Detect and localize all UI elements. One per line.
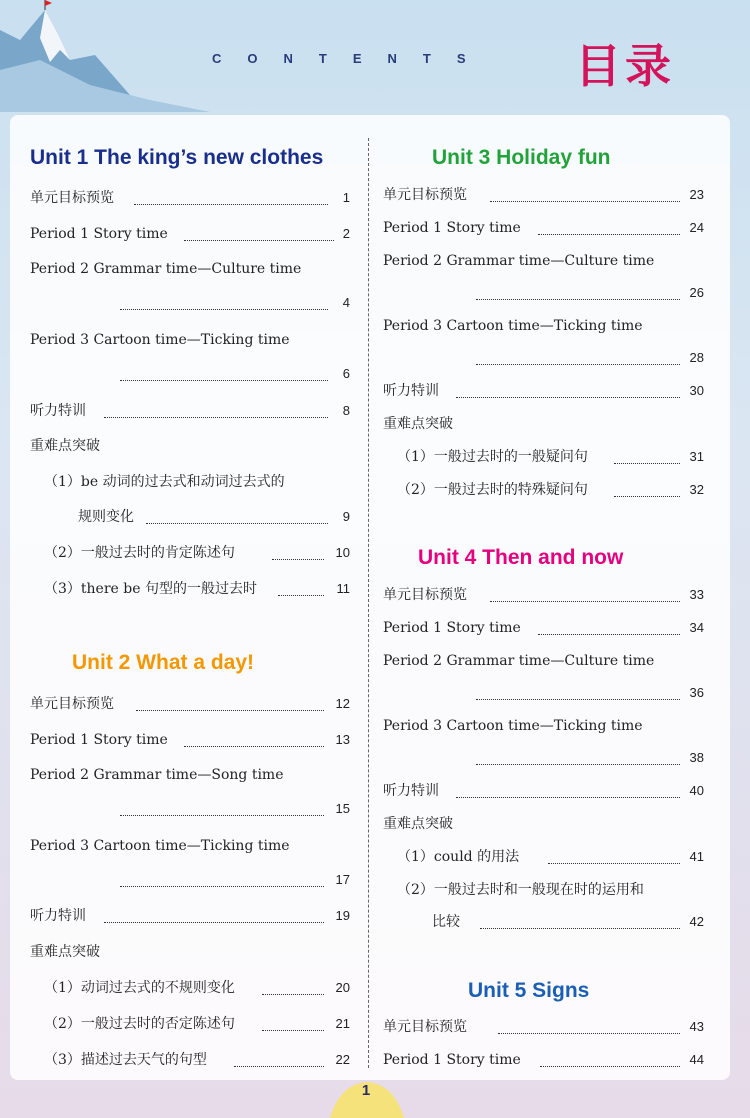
unit-1-title: Unit 1 The king’s new clothes	[30, 146, 324, 169]
dot-leader	[476, 699, 680, 700]
toc-page-number: 13	[335, 732, 350, 747]
toc-entry-label: Period 2 Grammar time—Culture time	[383, 653, 655, 669]
toc-entry-label: Period 3 Cartoon time—Ticking time	[383, 318, 643, 334]
toc-page-number: 21	[335, 1016, 350, 1031]
dot-leader	[538, 634, 680, 635]
toc-entry-label: Period 1 Story time	[30, 732, 168, 748]
toc-entry-label: Period 3 Cartoon time—Ticking time	[383, 718, 643, 734]
toc-page-number: 2	[342, 226, 350, 241]
dot-leader	[480, 928, 680, 929]
dot-leader	[146, 523, 328, 524]
dot-leader	[184, 240, 334, 241]
dot-leader	[538, 234, 680, 235]
toc-entry-label: Period 3 Cartoon time—Ticking time	[30, 332, 290, 348]
dot-leader	[490, 601, 680, 602]
toc-page-number: 41	[689, 849, 704, 864]
dot-leader	[614, 496, 680, 497]
toc-page-number: 36	[689, 685, 704, 700]
toc-page-number: 12	[335, 696, 350, 711]
toc-page-number: 1	[342, 190, 350, 205]
toc-entry-label: 单元目标预览	[30, 190, 114, 206]
toc-entry-label: Period 1 Story time	[383, 620, 521, 636]
toc-page-number: 28	[689, 350, 704, 365]
toc-entry-label-continued: 比较	[432, 914, 460, 930]
dot-leader	[456, 797, 680, 798]
toc-entry-label: （2）一般过去时的特殊疑问句	[397, 482, 588, 498]
toc-entry-label: 单元目标预览	[383, 1019, 467, 1035]
toc-page-number: 8	[342, 403, 350, 418]
toc-entry-label: Period 2 Grammar time—Song time	[30, 767, 284, 783]
toc-entry-label: 听力特训	[30, 908, 86, 924]
dot-leader	[548, 863, 680, 864]
toc-page-number: 17	[335, 872, 350, 887]
dot-leader	[262, 1030, 324, 1031]
toc-entry-label: （2）一般过去时的否定陈述句	[44, 1016, 235, 1032]
toc-page-number: 33	[689, 587, 704, 602]
toc-page-number: 19	[335, 908, 350, 923]
dot-leader	[234, 1066, 324, 1067]
toc-section-label: 重难点突破	[30, 944, 100, 960]
toc-page-number: 15	[335, 801, 350, 816]
dot-leader	[262, 994, 324, 995]
toc-entry-label: 听力特训	[383, 783, 439, 799]
toc-entry-label: （1）一般过去时的一般疑问句	[397, 449, 588, 465]
dot-leader	[614, 463, 680, 464]
unit-4-title: Unit 4 Then and now	[418, 546, 624, 569]
unit-3-title: Unit 3 Holiday fun	[432, 146, 611, 169]
toc-page-number: 10	[335, 545, 350, 560]
toc-page-number: 6	[342, 366, 350, 381]
toc-page-number: 31	[689, 449, 704, 464]
dot-leader	[120, 886, 324, 887]
toc-page-number: 9	[342, 509, 350, 524]
toc-page-number: 23	[689, 187, 704, 202]
toc-entry-label: （1）could 的用法	[397, 849, 520, 865]
column-divider	[368, 138, 369, 1068]
toc-page-number: 32	[689, 482, 704, 497]
toc-entry-label: 单元目标预览	[30, 696, 114, 712]
toc-page-number: 42	[689, 914, 704, 929]
dot-leader	[476, 299, 680, 300]
toc-page-number: 20	[335, 980, 350, 995]
toc-entry-label: Period 1 Story time	[30, 226, 168, 242]
unit-2-title: Unit 2 What a day!	[72, 651, 255, 674]
dot-leader	[134, 204, 328, 205]
dot-leader	[104, 417, 328, 418]
dot-leader	[272, 559, 324, 560]
page-number: 1	[361, 1082, 371, 1099]
dot-leader	[184, 746, 324, 747]
toc-page-number: 24	[689, 220, 704, 235]
toc-entry-label: （3）there be 句型的一般过去时	[44, 581, 257, 597]
toc-page-number: 4	[342, 295, 350, 310]
dot-leader	[476, 764, 680, 765]
toc-entry-label: 单元目标预览	[383, 187, 467, 203]
toc-page-number: 43	[689, 1019, 704, 1034]
toc-page-number: 44	[689, 1052, 704, 1067]
dot-leader	[120, 380, 328, 381]
toc-page-number: 40	[689, 783, 704, 798]
dot-leader	[120, 815, 324, 816]
toc-entry-label: 听力特训	[30, 403, 86, 419]
toc-page-number: 11	[336, 581, 350, 596]
toc-entry-label: Period 2 Grammar time—Culture time	[30, 261, 302, 277]
toc-page-number: 30	[689, 383, 704, 398]
dot-leader	[136, 710, 324, 711]
toc-section-label: 重难点突破	[383, 416, 453, 432]
toc-entry-label: Period 1 Story time	[383, 1052, 521, 1068]
toc-entry-label: 听力特训	[383, 383, 439, 399]
dot-leader	[104, 922, 324, 923]
toc-entry-label: 单元目标预览	[383, 587, 467, 603]
dot-leader	[476, 364, 680, 365]
toc-section-label: 重难点突破	[383, 816, 453, 832]
toc-section-label: 重难点突破	[30, 438, 100, 454]
dot-leader	[490, 201, 680, 202]
contents-label: CONTENTS	[212, 51, 492, 66]
toc-entry-label: （1）be 动词的过去式和动词过去式的	[44, 474, 285, 490]
toc-entry-label-continued: 规则变化	[78, 509, 134, 525]
toc-page-number: 38	[689, 750, 704, 765]
toc-page-number: 26	[689, 285, 704, 300]
dot-leader	[120, 309, 328, 310]
dot-leader	[498, 1033, 680, 1034]
page-title: 目录	[575, 39, 675, 93]
dot-leader	[278, 595, 324, 596]
toc-entry-label: （1）动词过去式的不规则变化	[44, 980, 235, 996]
toc-entry-label: （3）描述过去天气的句型	[44, 1052, 207, 1068]
toc-entry-label: （2）一般过去时的肯定陈述句	[44, 545, 235, 561]
dot-leader	[456, 397, 680, 398]
toc-entry-label: （2）一般过去时和一般现在时的运用和	[397, 882, 644, 898]
dot-leader	[540, 1066, 680, 1067]
toc-entry-label: Period 3 Cartoon time—Ticking time	[30, 838, 290, 854]
unit-5-title: Unit 5 Signs	[468, 979, 590, 1002]
toc-page-number: 34	[689, 620, 704, 635]
toc-entry-label: Period 2 Grammar time—Culture time	[383, 253, 655, 269]
toc-page-number: 22	[335, 1052, 350, 1067]
toc-entry-label: Period 1 Story time	[383, 220, 521, 236]
